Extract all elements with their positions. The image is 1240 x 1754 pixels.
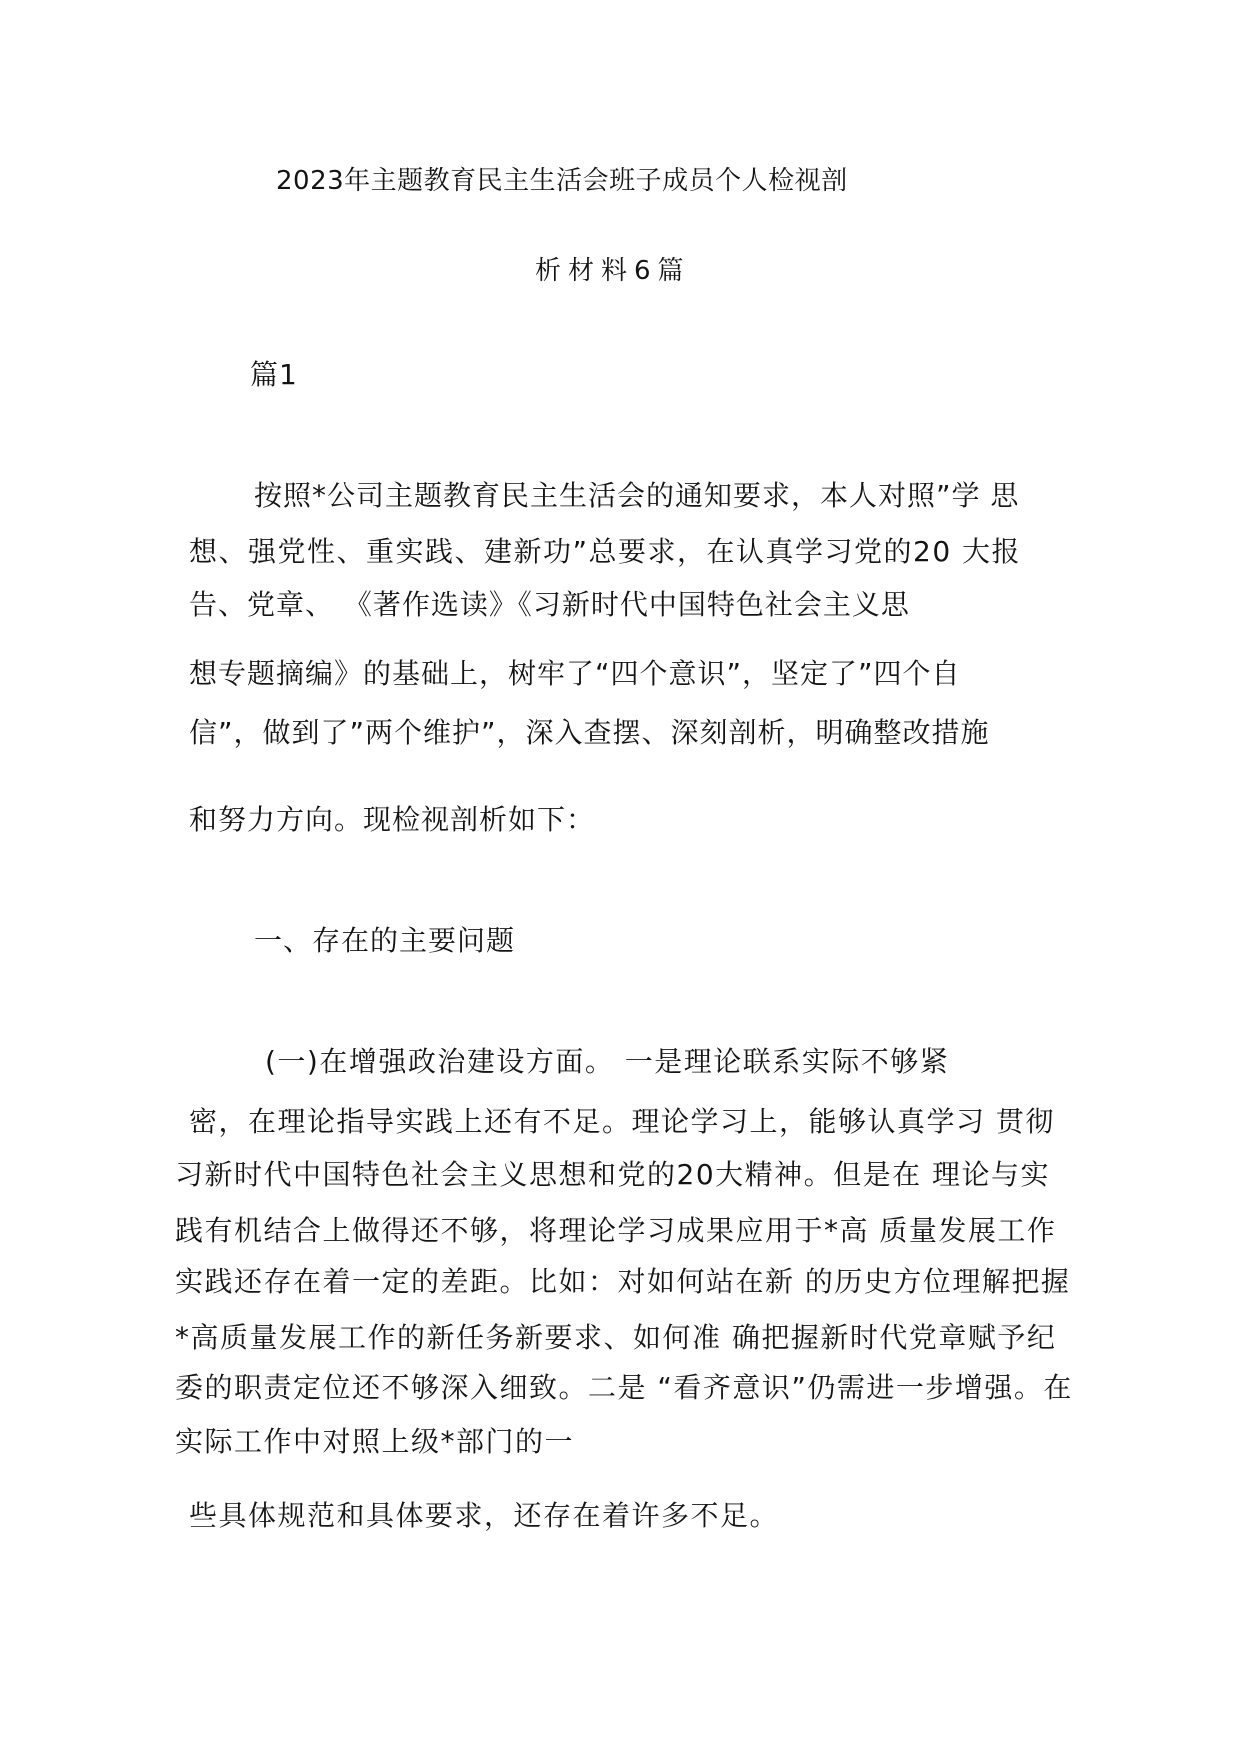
subsection-line: 习新时代中国特色社会主义思想和党的20大精神。但是在 理论与实 <box>175 1158 1051 1191</box>
subsection-line: 些具体规范和具体要求，还存在着许多不足。 <box>189 1499 780 1532</box>
document-title-line-2: 析材料6篇 <box>535 256 691 286</box>
intro-line: 和努力方向。现检视剖析如下： <box>189 803 596 836</box>
intro-line: 按照*公司主题教育民主生活会的通知要求，本人对照”学 思 <box>254 479 1020 512</box>
subsection-line: 实践还存在着一定的差距。比如：对如何站在新 的历史方位理解把握 <box>175 1265 1071 1298</box>
intro-line: 想专题摘编》的基础上，树牢了“四个意识”，坚定了”四个自 <box>189 657 961 690</box>
intro-line: 想、强党性、重实践、建新功”总要求，在认真学习党的20 大报 <box>189 535 1022 568</box>
document-title-line-1: 2023年主题教育民主生活会班子成员个人检视剖 <box>276 166 848 196</box>
part-label: 篇1 <box>250 358 298 391</box>
subsection-line: *高质量发展工作的新任务新要求、如何准 确把握新时代党章赋予纪 <box>175 1321 1057 1354</box>
subsection-line: 践有机结合上做得还不够，将理论学习成果应用于*高 质量发展工作 <box>175 1214 1057 1247</box>
intro-line: 告、党章、 《著作选读》《习新时代中国特色社会主义思 <box>189 588 910 621</box>
subsection-line: 委的职责定位还不够深入细致。二是 “看齐意识”仍需进一步增强。在 <box>175 1371 1073 1404</box>
section-heading: 一、存在的主要问题 <box>254 924 516 957</box>
subsection-line: 实际工作中对照上级*部门的一 <box>175 1425 575 1458</box>
intro-line: 信”，做到了”两个维护”，深入查摆、深刻剖析，明确整改措施 <box>189 716 990 749</box>
subsection-line: (一)在增强政治建设方面。 一是理论联系实际不够紧 <box>265 1045 950 1078</box>
subsection-line: 密，在理论指导实践上还有不足。理论学习上，能够认真学习 贯彻 <box>189 1105 1055 1138</box>
